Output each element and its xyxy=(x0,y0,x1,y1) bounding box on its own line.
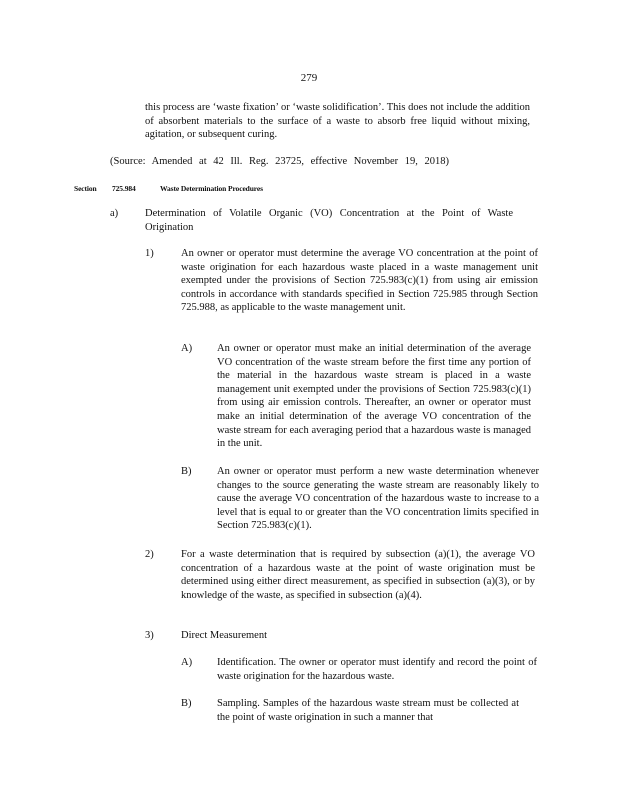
item-1a-label: A) xyxy=(181,343,193,354)
item-3a-text: Identification. The owner or operator must identify and record the point of waste origination for the hazardous waste. xyxy=(217,657,537,682)
section-number: 725.984 xyxy=(112,184,136,193)
section-title: Waste Determination Procedures xyxy=(160,184,263,193)
page-number: 279 xyxy=(300,72,318,84)
section-word: Section xyxy=(74,184,97,193)
item-1-label: 1) xyxy=(145,248,154,259)
source-note: (Source: Amended at 42 Ill. Reg. 23725, effective November 19, 2018) xyxy=(110,156,449,167)
subsection-a-text: Determination of Volatile Organic (VO) Concentration at the Point of Waste Origination xyxy=(145,208,513,233)
item-3a-label: A) xyxy=(181,657,193,668)
item-3-label: 3) xyxy=(145,630,154,641)
item-2-text: For a waste determination that is required by subsection (a)(1), the average VO concentration of a hazardous waste at the point of waste origination must be determined using either direct measurement, as specified in subsection (a)(3), or by knowledge of the waste, as specified in subsection (a)(4). xyxy=(181,549,535,601)
item-3b-text: Sampling. Samples of the hazardous waste stream must be collected at the point of waste origination in such a manner that xyxy=(217,698,519,723)
item-3b-label: B) xyxy=(181,698,192,709)
intro-paragraph: this process are ‘waste fixation’ or ‘waste solidification’. This does not include the addition of absorbent materials to the surface of a waste to absorb free liquid without mixing, agitation, or subsequent curing. xyxy=(145,102,530,141)
item-1b-text: An owner or operator must perform a new waste determination whenever changes to the source generating the waste stream are reasonably likely to cause the average VO concentration of the hazardous waste to increase to a level that is equal to or greater than the VO concentration limits specified in Section 725.983(c)(1). xyxy=(217,466,539,532)
item-1a-text: An owner or operator must make an initial determination of the average VO concentration of the waste stream before the first time any portion of the material in the hazardous waste stream is placed in a waste management unit exempted under the provisions of Section 725.983(c)(1) from using air emission controls. Thereafter, an owner or operator must make an initial determination of the average VO concentration of the waste stream for each averaging period that a hazardous waste is managed in the unit. xyxy=(217,343,531,450)
item-2-label: 2) xyxy=(145,549,154,560)
subsection-a-label: a) xyxy=(110,208,119,219)
item-1b-label: B) xyxy=(181,466,192,477)
item-3-text: Direct Measurement xyxy=(181,630,268,641)
item-1-text: An owner or operator must determine the average VO concentration at the point of waste origination for each hazardous waste placed in a waste management unit exempted under the provisions of Section 725.983(c)(1) from using air emission controls in accordance with standards specified in Section 725.985 through Section 725.988, as applicable to the waste management unit. xyxy=(181,248,538,314)
